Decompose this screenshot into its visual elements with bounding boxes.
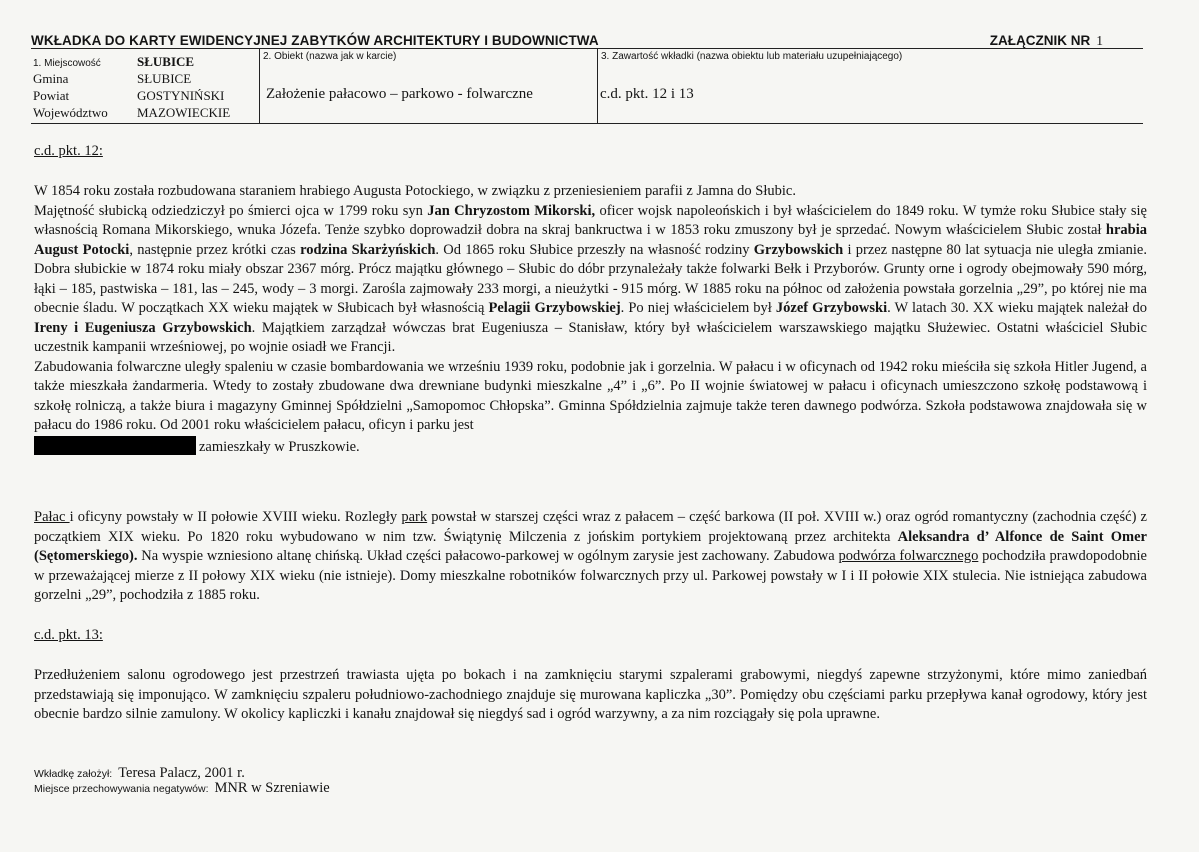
contents-cell [597,49,1143,123]
gmina-label: Gmina [33,71,69,86]
object-cell [259,49,598,123]
woj-label: Województwo [33,105,108,120]
annex-number: 1 [1096,33,1103,48]
section-12-body [34,182,1147,457]
location-cell [31,49,260,123]
paragraph: Zabudowania folwarczne uległy spaleniu w czasie bombardowania we wrześniu 1939 roku, podobnie jak i gorzelnia. W pałacu i w oficynach od 1942 roku mieściła się szkoła Hitler Jugend, a także mieszkała żandarmeria. Wtedy to zostały zbudowane dwa drewniane budynki mieszkalne „4” i „6”. Po II wojnie światowej w pałacu i oficynach umieszczono szkołę podstawową i szkołę rolniczą, a także biura i magazyny Gminnej Spółdzielni „Samopomoc Chłopska”. Gminna Spółdzielnia zajmuje także teren dawnego podwórza. Szkoła podstawowa znajdowała się w pałacu do 1986 roku. Od 2001 roku właścicielem pałacu, oficyn i parku jest zamieszkały w Pruszkowie. [34,358,1147,455]
annex-label [990,33,1103,49]
gmina-value: SŁUBICE [137,71,192,86]
paragraph: Majętność słubicką odziedziczył po śmierci ojca w 1799 roku syn Jan Chryzostom Mikorski, oficer wojsk napoleońskich i był właścicielem do 1849 roku. W tymże roku Słubice stały się własnością Romana Mikorskiego, wnuka Józefa. Tenże szybko doprowadził dobra na skraj bankructwa i w 1853 roku zmuszony był je sprzedać. Nowym właścicielem Słubic został hrabia August Potocki, następnie przez krótki czas rodzina Skarżyńskich. Od 1865 roku Słubice przeszły na własność rodziny Grzybowskich i przez następne 80 lat sytuacja nie uległa zmianie. Dobra słubickie w 1874 roku miały obszar 2367 mórg. Prócz majątku głównego – Słubic do dóbr przynależały także folwarki Bełk i Przyborów. Grunty orne i ogrody obejmowały 590 mórg, łąki – 185, pastwiska – 181, las – 245, wody – 3 morgi. Zarośla zajmowały 233 morgi, a nieużytki - 915 mórg. W 1885 roku na północ od założenia powstała gorzelnia „29”, po której nie ma obecnie śladu. W początkach XX wieku majątek w Słubicach był własnością Pelagii Grzybowskiej. Po niej właścicielem był Józef Grzybowski. W latach 30. XX wieku majątek należał do Ireny i Eugeniusza Grzybowskich. Majątkiem zarządzał wówczas brat Eugeniusza – Stanisław, który był właścicielem warszawskiego majątku Służewiec. Ostatni właściciel Słubic uczestnik kampanii wrześniowej, po wojnie osiadł we Francji. [34,202,1148,355]
paragraph: Pałac i oficyny powstały w II połowie XVIII wieku. Rozległy park powstał w starszej części wraz z pałacem – część barkowa (II poł. XVIII w.) oraz ogród romantyczny (zachodnia część) z początkiem XIX wieku. Po 1820 roku wybudowano w nim tzw. Świątynię Milczenia z jońskim portykiem projektowaną przez architekta Aleksandra d’ Alfonce de Saint Omer (Sętomerskiego). Na wyspie wzniesiono altanę chińską. Układ części pałacowo-parkowej w ogólnym zarysie jest zachowany. Zabudowa podwórza folwarcznego pochodziła prawdopodobnie w przeważającej mierze z II połowy XIX wieku (nie istnieje). Domy mieszkalne robotników folwarcznych przy ul. Parkowej powstały w I i II połowie XIX stulecia. Nie istniejąca zabudowa gorzelni „29”, pochodziła z 1885 roku. [34,509,1147,603]
locality-label: 1. Miejscowość [33,58,101,69]
section-13-heading: c.d. pkt. 13: [34,627,103,643]
contents-label: 3. Zawartość wkładki (nazwa obiektu lub materiału uzupełniającego) [601,51,903,62]
document-title: WKŁADKA DO KARTY EWIDENCYJNEJ ZABYTKÓW ARCHITEKTURY I BUDOWNICTWA [31,33,599,48]
contents-value: c.d. pkt. 12 i 13 [600,86,694,102]
object-value: Założenie pałacowo – parkowo - folwarczne [266,86,533,102]
storage-value: MNR w Szreniawie [214,780,330,796]
section-13-body [34,666,1147,725]
section-12-heading: c.d. pkt. 12: [34,143,103,159]
metadata-table [31,48,1143,124]
author-label: Wkładkę założył: [34,768,113,780]
powiat-label: Powiat [33,88,70,103]
storage-line [34,780,330,797]
woj-value: MAZOWIECKIE [137,105,231,120]
section-12-park-body [34,508,1147,606]
annex-label-text: ZAŁĄCZNIK NR [989,33,1091,48]
paragraph: W 1854 roku została rozbudowana staraniem hrabiego Augusta Potockiego, w związku z przeniesieniem parafii z Jamna do Słubic. [34,183,796,199]
object-label: 2. Obiekt (nazwa jak w karcie) [263,51,397,62]
paragraph: Przedłużeniem salonu ogrodowego jest przestrzeń trawiasta ujęta po bokach i na zamknięciu starymi szpalerami grabowymi, niegdyś zapewne strzyżonymi, które mimo zaniedbań przedstawiają się imponująco. W zamknięciu szpaleru południowo-zachodniego znajduje się murowana kapliczka „30”. Pomiędzy obu częściami parku przepływa kanał ogrodowy, który jest obecnie bardzo silnie zamulony. W okolicy kapliczki i kanału znajdował się niegdyś sad i ogród warzywny, a za nim rozciągały się pola uprawne. [34,667,1147,722]
redaction-block [34,436,196,455]
author-value: Teresa Palacz, 2001 r. [118,765,245,781]
locality-value: SŁUBICE [137,54,195,69]
storage-label: Miejsce przechowywania negatywów: [34,783,209,795]
powiat-value: GOSTYNIŃSKI [137,88,225,103]
